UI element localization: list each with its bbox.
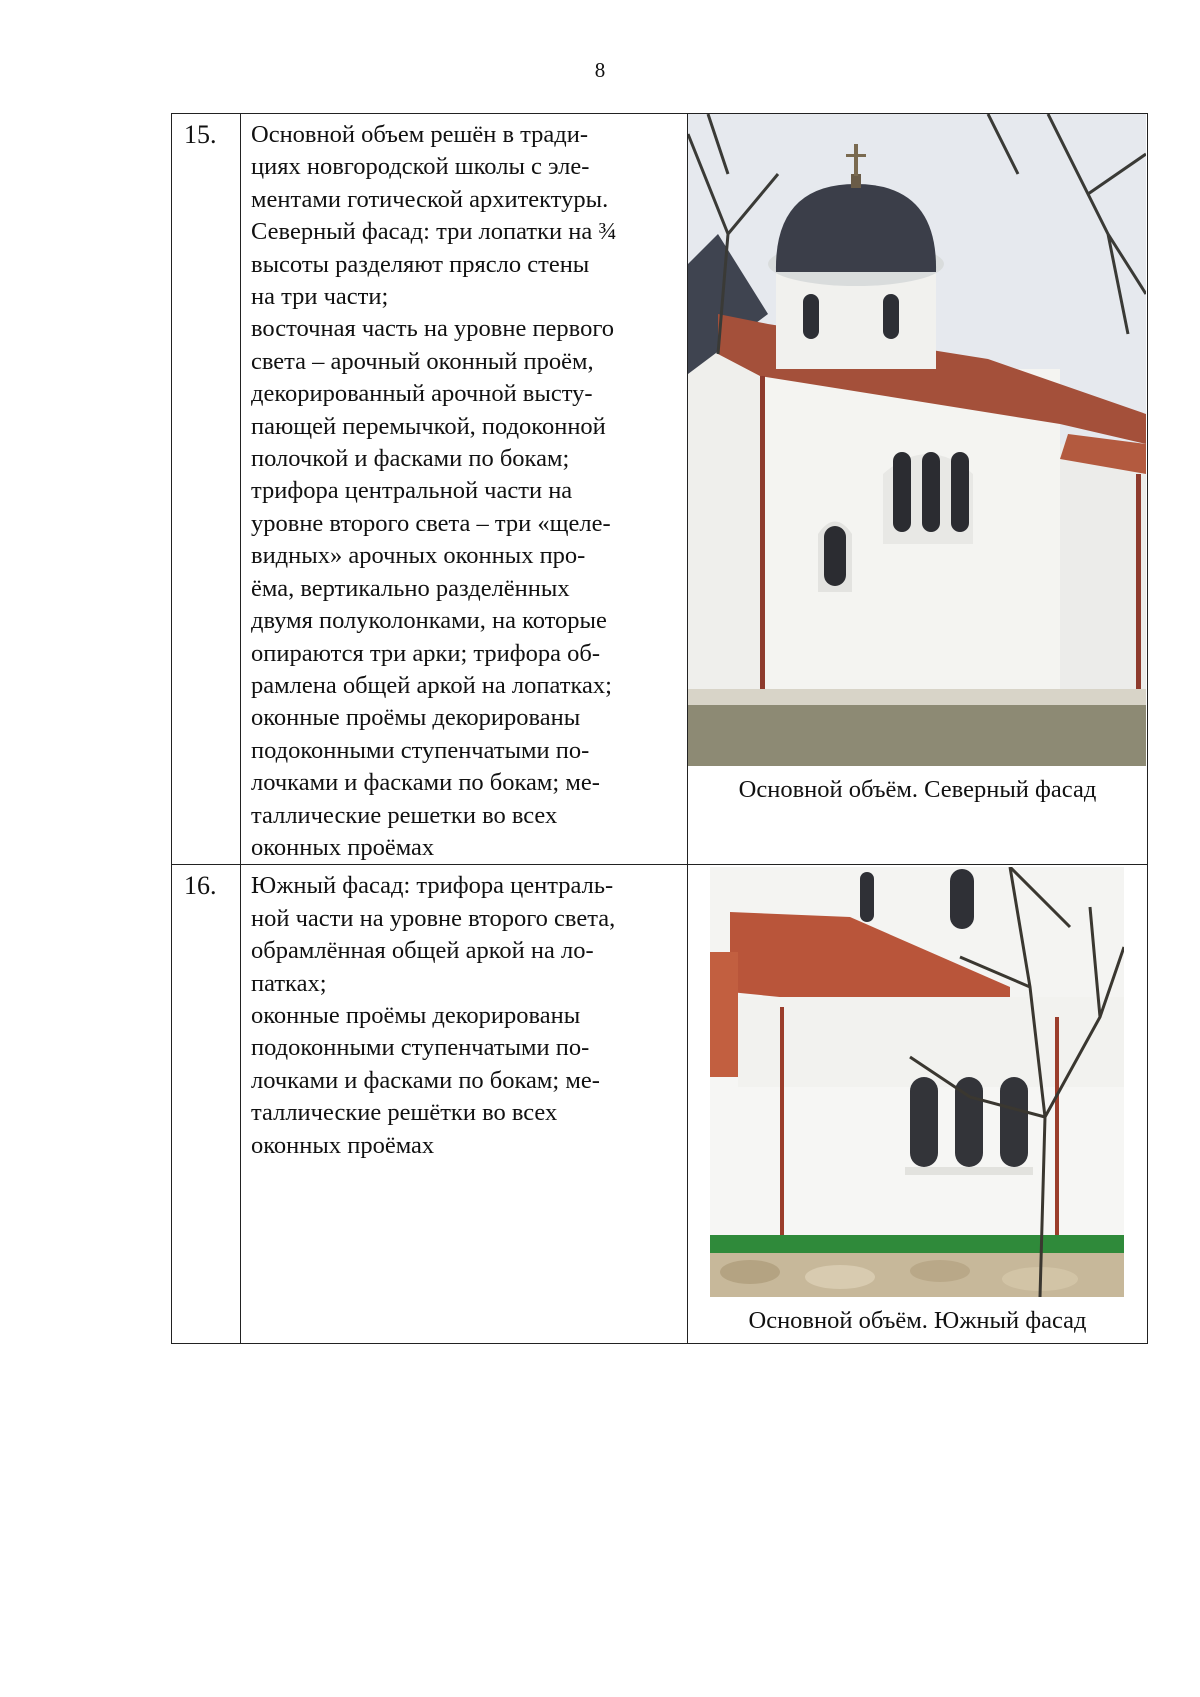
photo-cell (688, 114, 1148, 865)
text-line: оконных проёмах (251, 833, 435, 861)
description-table (171, 113, 1148, 1344)
text-line: трифора центральной части на (251, 477, 573, 505)
table-row (172, 114, 1148, 865)
text-line: рамлена общей аркой на лопатках; (251, 671, 612, 699)
text-line: таллические решётки во всех (251, 1099, 558, 1127)
text-line: ной части на уровне второго света, (251, 904, 616, 932)
text-line: лочками и фасками по бокам; ме- (251, 1066, 600, 1094)
text-line: ёма, вертикально разделённых (251, 574, 570, 602)
north-facade-photo (688, 114, 1146, 766)
row-number: 15. (172, 114, 241, 865)
text-line: света – арочный оконный проём, (251, 347, 594, 375)
text-line: подоконными ступенчатыми по- (251, 736, 590, 764)
photo-caption: Основной объём. Южный фасад (748, 1307, 1087, 1335)
text-line: лочками и фасками по бокам; ме- (251, 769, 600, 797)
south-facade-photo (710, 867, 1124, 1297)
text-line: оконные проёмы декорированы (251, 704, 581, 732)
text-line: видных» арочных оконных про- (251, 542, 586, 570)
photo-cell (688, 865, 1148, 1344)
text-line: таллические решетки во всех (251, 801, 558, 829)
text-line: восточная часть на уровне первого (251, 315, 615, 343)
text-line: Южный фасад: трифора централь- (251, 872, 614, 900)
row-description (241, 865, 688, 1344)
text-line: ментами готической архитектуры. (251, 185, 609, 213)
text-line: уровне второго света – три «щеле- (251, 509, 611, 537)
text-line: циях новгородской школы с эле- (251, 153, 590, 181)
row-description (241, 114, 688, 865)
text-line: патках; (251, 969, 327, 997)
text-line: подоконными ступенчатыми по- (251, 1034, 590, 1062)
text-line: на три части; (251, 283, 389, 311)
text-line: полочкой и фасками по бокам; (251, 445, 570, 473)
text-line: опираются три арки; трифора об- (251, 639, 601, 667)
text-line: пающей перемычкой, подоконной (251, 412, 606, 440)
text-line: высоты разделяют прясло стены (251, 250, 590, 278)
text-line: оконные проёмы декорированы (251, 1001, 581, 1029)
text-line: обрамлённая общей аркой на ло- (251, 937, 594, 965)
text-line: декорированный арочной высту- (251, 380, 593, 408)
photo-caption: Основной объём. Северный фасад (738, 776, 1097, 803)
text-line: двумя полуколонками, на которые (251, 607, 607, 635)
page-number: 8 (594, 58, 606, 82)
table-row (172, 865, 1148, 1344)
text-line: Северный фасад: три лопатки на ¾ (251, 218, 617, 246)
row-number: 16. (172, 865, 241, 1344)
text-line: Основной объем решён в тради- (251, 121, 589, 148)
text-line: оконных проёмах (251, 1131, 435, 1159)
